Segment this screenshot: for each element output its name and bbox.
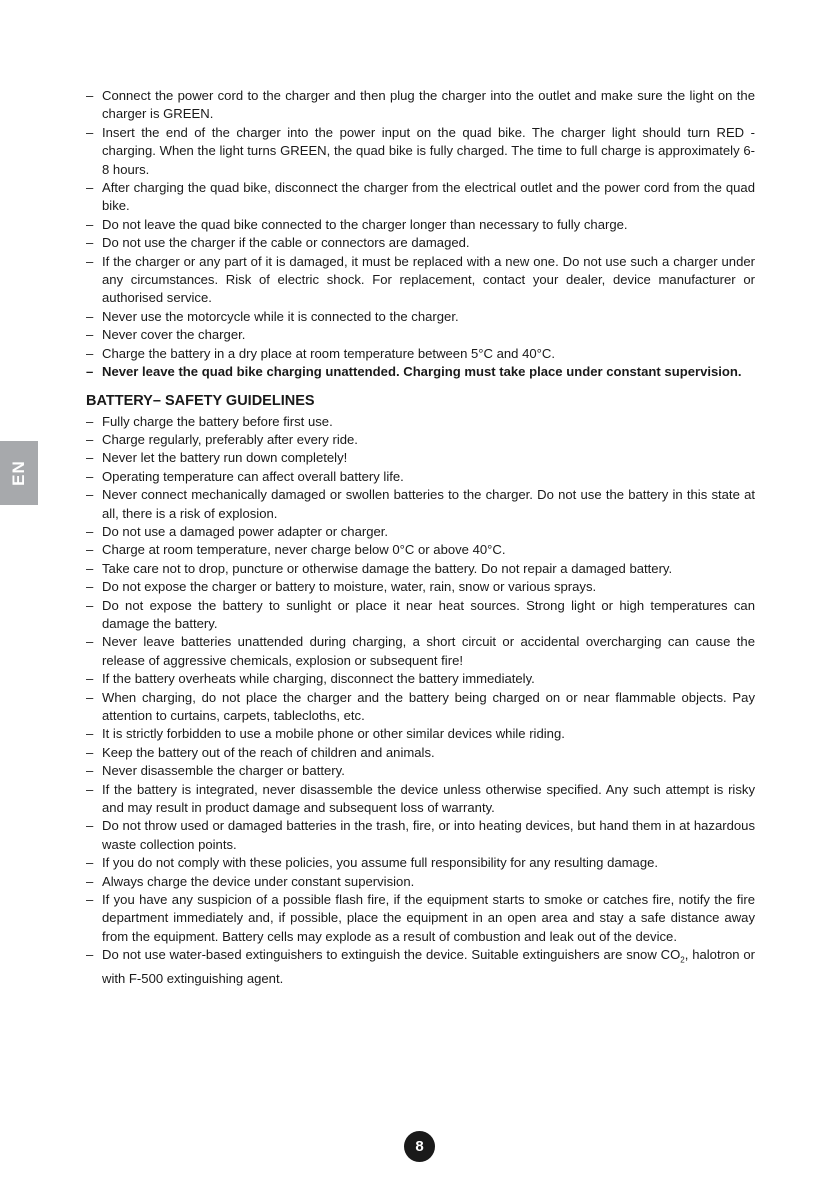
list-item-text: Never disassemble the charger or battery. (102, 763, 345, 779)
list-item-text: It is strictly forbidden to use a mobile phone or other similar devices while riding. (102, 726, 565, 742)
dash-bullet: – (86, 597, 94, 613)
list-item (86, 308, 755, 326)
dash-bullet: – (86, 487, 94, 503)
dash-bullet: – (86, 345, 94, 361)
list-item (86, 946, 755, 988)
list-item (86, 873, 755, 891)
list-item-text: Fully charge the battery before first use. (102, 413, 333, 429)
list-item-text: Never let the battery run down completely! (102, 450, 348, 466)
dash-bullet: – (86, 634, 94, 650)
list-item-text: Charge the battery in a dry place at room temperature between 5°C and 40°C. (102, 345, 556, 361)
battery-safety-heading: BATTERY– SAFETY GUIDELINES (86, 392, 315, 409)
list-item (86, 253, 755, 308)
list-item (86, 725, 755, 743)
dash-bullet: – (86, 216, 94, 232)
dash-bullet: – (86, 855, 94, 871)
list-item (86, 449, 755, 467)
subscript: 2 (680, 955, 685, 965)
list-item (86, 413, 755, 431)
list-item-text: Charge regularly, preferably after every ride. (102, 431, 358, 447)
dash-bullet: – (86, 671, 94, 687)
dash-bullet: – (86, 235, 94, 251)
dash-bullet: – (86, 763, 94, 779)
list-item-text: If you have any suspicion of a possible flash fire, if the equipment starts to smoke or catches fire, notify the fire department immediately and, if possible, place the equipment in an open area and stay a safe distance away from the equipment. Battery cells may explode as a result of combustion and leak out of the device. (102, 892, 755, 944)
list-item-text: Do not expose the charger or battery to moisture, water, rain, snow or various sprays. (102, 579, 597, 595)
list-item-text: Do not leave the quad bike connected to the charger longer than necessary to fully charge. (102, 216, 628, 232)
dash-bullet: – (86, 579, 94, 595)
list-item-text: Do not use water-based extinguishers to extinguish the device. Suitable extinguishers are snow CO (102, 947, 681, 963)
list-item-text: Never use the motorcycle while it is connected to the charger. (102, 308, 459, 324)
list-item (86, 523, 755, 541)
list-item (86, 486, 755, 523)
list-item (86, 578, 755, 596)
list-item (86, 124, 755, 179)
list-item-text: Never leave the quad bike charging unattended. Charging must take place under constant supervision. (102, 364, 742, 380)
list-item (86, 670, 755, 688)
list-item-text: If you do not comply with these policies, you assume full responsibility for any resulting damage. (102, 855, 659, 871)
dash-bullet: – (86, 431, 94, 447)
list-item (86, 326, 755, 344)
charging-instructions-list (86, 87, 755, 382)
list-item (86, 854, 755, 872)
list-item (86, 216, 755, 234)
dash-bullet: – (86, 726, 94, 742)
dash-bullet: – (86, 689, 94, 705)
list-item-text: Do not expose the battery to sunlight or place it near heat sources. Strong light or high temperatures can damage the battery. (102, 597, 755, 631)
list-item (86, 891, 755, 946)
dash-bullet: – (86, 873, 94, 889)
dash-bullet: – (86, 523, 94, 539)
dash-bullet: – (86, 892, 94, 908)
list-item (86, 633, 755, 670)
list-item-text: Do not use the charger if the cable or connectors are damaged. (102, 235, 470, 251)
dash-bullet: – (86, 364, 94, 380)
dash-bullet: – (86, 124, 94, 140)
list-item-text: Never connect mechanically damaged or swollen batteries to the charger. Do not use the battery in this state at all, there is a risk of explosion. (102, 487, 755, 521)
dash-bullet: – (86, 180, 94, 196)
list-item (86, 817, 755, 854)
battery-safety-list (86, 413, 755, 989)
list-item-text: Take care not to drop, puncture or otherwise damage the battery. Do not repair a damaged battery. (102, 560, 673, 576)
dash-bullet: – (86, 308, 94, 324)
list-item (86, 345, 755, 363)
list-item-text: Never cover the charger. (102, 327, 246, 343)
dash-bullet: – (86, 781, 94, 797)
list-item-text: If the battery is integrated, never disassemble the device unless otherwise specified. Any such attempt is risky and may result in product damage and subsequent loss of warranty. (102, 781, 755, 816)
list-item (86, 560, 755, 578)
list-item (86, 744, 755, 762)
list-item-text: Insert the end of the charger into the power input on the quad bike. The charger light should turn RED - charging. When the light turns GREEN, the quad bike is fully charged. The time to full charge is approximately 6-8 hours. (102, 124, 755, 177)
language-tab-label: EN (9, 460, 28, 486)
dash-bullet: – (86, 744, 94, 760)
dash-bullet: – (86, 947, 94, 963)
list-item (86, 431, 755, 449)
list-item (86, 762, 755, 780)
dash-bullet: – (86, 88, 94, 103)
dash-bullet: – (86, 253, 94, 269)
list-item-text: Operating temperature can affect overall battery life. (102, 468, 404, 484)
list-item-text: Do not throw used or damaged batteries in the trash, fire, or into heating devices, but hand them in at hazardous waste collection points. (102, 818, 755, 852)
dash-bullet: – (86, 450, 94, 466)
list-item-text: After charging the quad bike, disconnect the charger from the electrical outlet and the power cord from the quad bike. (102, 180, 755, 214)
list-item (86, 87, 755, 124)
list-item (86, 597, 755, 634)
list-item (86, 689, 755, 726)
list-item-text: When charging, do not place the charger and the battery being charged on or near flammable objects. Pay attention to curtains, carpets, tablecloths, etc. (102, 689, 755, 723)
list-item (86, 179, 755, 216)
list-item (86, 781, 755, 818)
list-item-text: If the charger or any part of it is damaged, it must be replaced with a new one. Do not use such a charger under any circumstances. Risk of electric shock. For replacement, contact your dealer, device manufacturer or authorised service. (102, 253, 755, 306)
list-item-text: , halotron or with F-500 extinguishing agent. (102, 947, 756, 987)
dash-bullet: – (86, 542, 94, 558)
list-item (86, 541, 755, 559)
list-item-text: Charge at room temperature, never charge below 0°C or above 40°C. (102, 542, 506, 558)
dash-bullet: – (86, 327, 94, 343)
list-item (86, 468, 755, 486)
list-item (86, 363, 755, 381)
list-item-text: Keep the battery out of the reach of children and animals. (102, 744, 435, 760)
list-item-text: Never leave batteries unattended during charging, a short circuit or accidental overcharging can cause the release of aggressive chemicals, explosion or subsequent fire! (102, 634, 755, 668)
dash-bullet: – (86, 818, 94, 834)
dash-bullet: – (86, 413, 94, 429)
dash-bullet: – (86, 560, 94, 576)
language-tab (0, 441, 38, 505)
list-item (86, 234, 755, 252)
list-item-text: If the battery overheats while charging, disconnect the battery immediately. (102, 671, 535, 687)
list-item-text: Connect the power cord to the charger and then plug the charger into the outlet and make sure the light on the charger is GREEN. (102, 88, 755, 122)
list-item-text: Do not use a damaged power adapter or charger. (102, 523, 389, 539)
page-content (86, 87, 755, 989)
page-number: 8 (404, 1131, 435, 1162)
dash-bullet: – (86, 468, 94, 484)
list-item-text: Always charge the device under constant supervision. (102, 873, 415, 889)
